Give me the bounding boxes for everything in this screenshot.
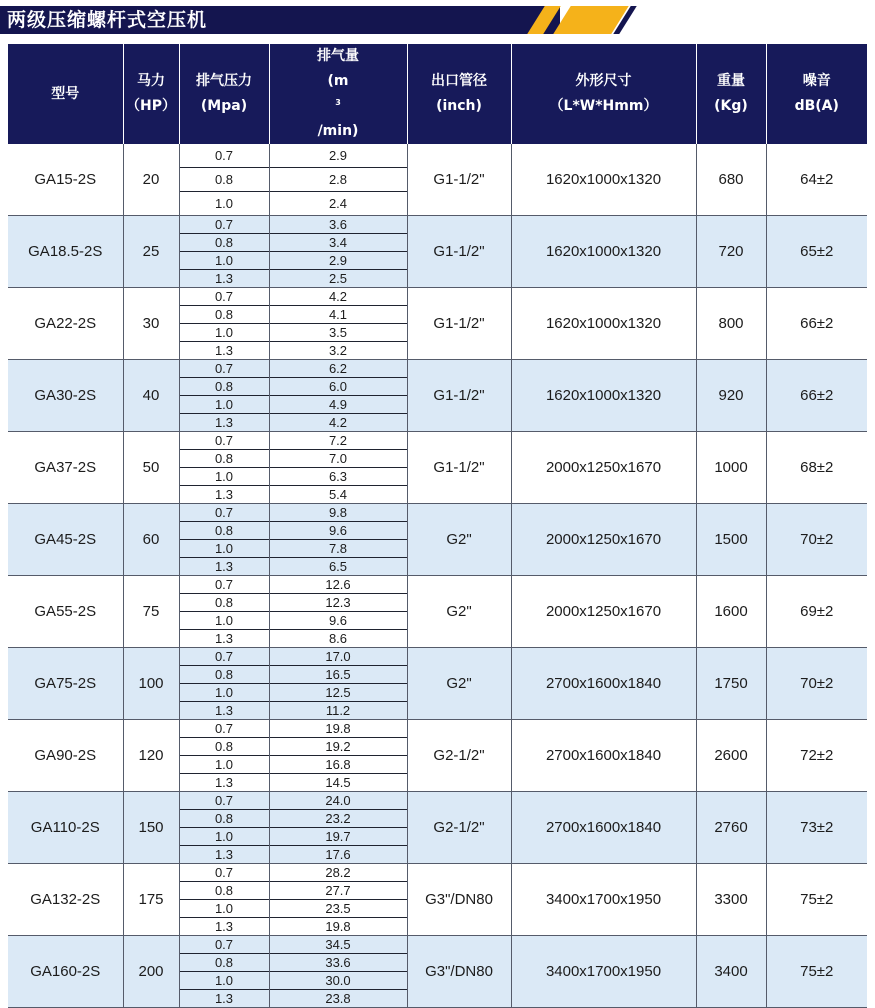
cell-flow-value: 12.3 <box>270 593 407 611</box>
cell-flow-list <box>270 288 407 359</box>
cell-pressure-value: 1.0 <box>180 467 269 485</box>
cell-flow-value: 2.9 <box>270 251 407 269</box>
cell-pressure-value: 0.8 <box>180 953 269 971</box>
cell-pressure-value: 0.8 <box>180 521 269 539</box>
cell-pressure-value: 0.7 <box>214 792 234 808</box>
cell-model: GA110-2S <box>8 792 123 864</box>
cell-pressure-value: 0.8 <box>180 593 269 611</box>
cell-model: GA90-2S <box>8 720 123 792</box>
cell-hp: 40 <box>123 360 179 432</box>
cell-pressure-value: 0.8 <box>180 449 269 467</box>
cell-flow-value: 9.8 <box>328 504 348 520</box>
cell-flow-list <box>270 792 407 863</box>
cell-pressure-list <box>180 936 269 1007</box>
table-row <box>8 936 867 1008</box>
cell-outlet: G1-1/2" <box>407 216 511 288</box>
cell-pressure-value: 0.7 <box>214 288 234 304</box>
cell-pressure <box>179 360 269 432</box>
cell-noise: 75±2 <box>766 936 867 1008</box>
cell-flow-value: 9.6 <box>270 521 407 539</box>
cell-size: 3400x1700x1950 <box>511 864 696 936</box>
cell-flow-value: 7.8 <box>270 539 407 557</box>
table-body <box>8 144 867 1008</box>
table-row <box>8 144 867 216</box>
cell-weight: 1000 <box>696 432 766 504</box>
cell-hp: 25 <box>123 216 179 288</box>
cell-flow-value: 7.0 <box>270 449 407 467</box>
cell-flow-value: 23.2 <box>270 809 407 827</box>
header-model: 型号 <box>8 44 123 144</box>
cell-pressure <box>179 216 269 288</box>
cell-hp: 60 <box>123 504 179 576</box>
cell-hp: 50 <box>123 432 179 504</box>
table-row <box>8 360 867 432</box>
cell-pressure-list <box>180 504 269 575</box>
cell-pressure-value: 0.7 <box>214 504 234 520</box>
cell-flow-value: 8.6 <box>270 629 407 647</box>
cell-pressure <box>179 504 269 576</box>
cell-flow-value: 14.5 <box>270 773 407 791</box>
cell-hp: 100 <box>123 648 179 720</box>
cell-model: GA45-2S <box>8 504 123 576</box>
cell-weight: 2600 <box>696 720 766 792</box>
cell-pressure-value: 1.3 <box>180 485 269 503</box>
cell-pressure-value: 0.7 <box>214 432 234 448</box>
cell-pressure-value: 1.3 <box>180 845 269 863</box>
cell-noise: 66±2 <box>766 288 867 360</box>
cell-flow-value: 17.0 <box>325 648 351 664</box>
cell-pressure-value: 1.3 <box>180 989 269 1007</box>
cell-pressure <box>179 864 269 936</box>
cell-flow-value: 30.0 <box>270 971 407 989</box>
cell-flow-list <box>270 864 407 935</box>
cell-model: GA18.5-2S <box>8 216 123 288</box>
cell-noise: 70±2 <box>766 648 867 720</box>
cell-pressure-list <box>180 792 269 863</box>
cell-flow <box>269 576 407 648</box>
title-banner <box>0 0 875 38</box>
cell-flow <box>269 936 407 1008</box>
cell-weight: 680 <box>696 144 766 216</box>
cell-pressure-value: 0.8 <box>180 737 269 755</box>
cell-flow-value: 19.2 <box>270 737 407 755</box>
cell-hp: 175 <box>123 864 179 936</box>
header-hp: 马力 （HP） <box>123 44 179 144</box>
cell-pressure-value: 0.7 <box>214 576 234 592</box>
table-row <box>8 648 867 720</box>
cell-flow-value: 3.6 <box>328 216 348 232</box>
cell-pressure-value: 0.8 <box>180 233 269 251</box>
cell-size: 3400x1700x1950 <box>511 936 696 1008</box>
cell-flow <box>269 288 407 360</box>
cell-pressure-value: 1.0 <box>180 251 269 269</box>
cell-flow-value: 7.2 <box>328 432 348 448</box>
cell-pressure-list <box>180 216 269 287</box>
cell-hp: 150 <box>123 792 179 864</box>
table-row <box>8 864 867 936</box>
cell-flow-value: 23.5 <box>270 899 407 917</box>
cell-flow <box>269 792 407 864</box>
cell-pressure-value: 0.7 <box>214 720 234 736</box>
cell-pressure <box>179 288 269 360</box>
cell-pressure-list <box>180 576 269 647</box>
header-outlet: 出口管径 (inch) <box>407 44 511 144</box>
cell-pressure <box>179 144 269 216</box>
cell-flow-value: 6.3 <box>270 467 407 485</box>
cell-hp: 30 <box>123 288 179 360</box>
cell-outlet: G2" <box>407 504 511 576</box>
cell-pressure-list <box>180 720 269 791</box>
cell-pressure-value: 1.0 <box>180 899 269 917</box>
cell-flow-value: 19.8 <box>325 720 351 736</box>
cell-hp: 20 <box>123 144 179 216</box>
cell-noise: 65±2 <box>766 216 867 288</box>
cell-model: GA37-2S <box>8 432 123 504</box>
cell-flow-value: 4.1 <box>270 305 407 323</box>
cell-pressure-value: 1.3 <box>180 917 269 935</box>
cell-flow-value: 33.6 <box>270 953 407 971</box>
cell-pressure <box>179 432 269 504</box>
cell-pressure <box>179 576 269 648</box>
cell-flow-value: 12.6 <box>325 576 351 592</box>
cell-flow-list <box>270 216 407 287</box>
cell-model: GA55-2S <box>8 576 123 648</box>
cell-flow-value: 4.9 <box>270 395 407 413</box>
cell-outlet: G1-1/2" <box>407 360 511 432</box>
cell-size: 2700x1600x1840 <box>511 648 696 720</box>
cell-flow <box>269 648 407 720</box>
cell-flow-value: 19.8 <box>270 917 407 935</box>
cell-size: 1620x1000x1320 <box>511 144 696 216</box>
cell-flow-list <box>270 360 407 431</box>
cell-pressure <box>179 720 269 792</box>
cell-flow <box>269 144 407 216</box>
cell-pressure-value: 0.7 <box>214 864 234 880</box>
cell-flow-value: 2.5 <box>270 269 407 287</box>
cell-flow-value: 3.4 <box>270 233 407 251</box>
cell-outlet: G2-1/2" <box>407 792 511 864</box>
cell-pressure-list <box>180 864 269 935</box>
header-pressure: 排气压力 (Mpa) <box>179 44 269 144</box>
cell-flow-value: 16.5 <box>270 665 407 683</box>
table-row <box>8 288 867 360</box>
cell-model: GA75-2S <box>8 648 123 720</box>
cell-weight: 3400 <box>696 936 766 1008</box>
spec-table <box>8 44 867 1008</box>
cell-pressure-value: 1.0 <box>180 755 269 773</box>
page-title: 两级压缩螺杆式空压机 <box>7 9 208 31</box>
cell-outlet: G1-1/2" <box>407 288 511 360</box>
cell-outlet: G3"/DN80 <box>407 864 511 936</box>
table-row <box>8 432 867 504</box>
cell-pressure-list <box>180 288 269 359</box>
cell-pressure-value: 1.0 <box>180 971 269 989</box>
table-row <box>8 504 867 576</box>
cell-weight: 1750 <box>696 648 766 720</box>
cell-size: 1620x1000x1320 <box>511 216 696 288</box>
table-row <box>8 792 867 864</box>
cell-pressure-value: 0.7 <box>214 360 234 376</box>
cell-flow-value: 4.2 <box>270 413 407 431</box>
cell-weight: 720 <box>696 216 766 288</box>
cell-flow <box>269 432 407 504</box>
cell-model: GA15-2S <box>8 144 123 216</box>
cell-pressure-value: 0.8 <box>180 809 269 827</box>
cell-noise: 68±2 <box>766 432 867 504</box>
cell-noise: 64±2 <box>766 144 867 216</box>
cell-flow-list <box>270 720 407 791</box>
cell-pressure-value: 0.8 <box>180 167 269 191</box>
cell-flow-list <box>270 936 407 1007</box>
cell-flow <box>269 864 407 936</box>
cell-model: GA30-2S <box>8 360 123 432</box>
cell-pressure-value: 1.0 <box>180 395 269 413</box>
cell-pressure-value: 1.3 <box>180 701 269 719</box>
cell-noise: 69±2 <box>766 576 867 648</box>
cell-pressure-value: 1.3 <box>180 629 269 647</box>
cell-weight: 2760 <box>696 792 766 864</box>
cell-noise: 73±2 <box>766 792 867 864</box>
cell-size: 2700x1600x1840 <box>511 792 696 864</box>
cell-flow-list <box>270 144 407 215</box>
cell-pressure-value: 1.0 <box>180 191 269 215</box>
cell-flow-value: 12.5 <box>270 683 407 701</box>
cell-outlet: G3"/DN80 <box>407 936 511 1008</box>
cell-flow-value: 5.4 <box>270 485 407 503</box>
cell-pressure-value: 1.3 <box>180 341 269 359</box>
cell-pressure-value: 0.7 <box>214 216 234 232</box>
table-row <box>8 216 867 288</box>
header-row <box>8 44 867 144</box>
cell-flow-value: 34.5 <box>325 936 351 952</box>
cell-hp: 200 <box>123 936 179 1008</box>
cell-pressure-value: 1.3 <box>180 413 269 431</box>
cell-flow <box>269 216 407 288</box>
cell-flow <box>269 720 407 792</box>
cell-flow-value: 19.7 <box>270 827 407 845</box>
cell-flow-value: 9.6 <box>270 611 407 629</box>
cell-outlet: G2" <box>407 648 511 720</box>
cell-flow-value: 24.0 <box>325 792 351 808</box>
cell-outlet: G2-1/2" <box>407 720 511 792</box>
cell-flow-value: 2.8 <box>270 167 407 191</box>
cell-size: 1620x1000x1320 <box>511 288 696 360</box>
cell-size: 2700x1600x1840 <box>511 720 696 792</box>
cell-flow-value: 23.8 <box>270 989 407 1007</box>
cell-pressure-list <box>180 360 269 431</box>
cell-outlet: G1-1/2" <box>407 144 511 216</box>
cell-weight: 920 <box>696 360 766 432</box>
cell-pressure-value: 1.3 <box>180 557 269 575</box>
cell-flow-value: 6.0 <box>270 377 407 395</box>
cell-flow-value: 6.5 <box>270 557 407 575</box>
cell-flow-list <box>270 504 407 575</box>
cell-pressure-value: 1.0 <box>180 539 269 557</box>
cell-size: 1620x1000x1320 <box>511 360 696 432</box>
cell-flow-value: 3.5 <box>270 323 407 341</box>
cell-pressure <box>179 936 269 1008</box>
cell-size: 2000x1250x1670 <box>511 576 696 648</box>
cell-model: GA22-2S <box>8 288 123 360</box>
cell-pressure-value: 1.3 <box>180 773 269 791</box>
cell-flow-value: 28.2 <box>325 864 351 880</box>
cell-flow-value: 6.2 <box>328 360 348 376</box>
cell-pressure-value: 1.0 <box>180 683 269 701</box>
cell-flow-value: 4.2 <box>328 288 348 304</box>
cell-weight: 3300 <box>696 864 766 936</box>
cell-flow <box>269 504 407 576</box>
cell-weight: 800 <box>696 288 766 360</box>
cell-pressure-list <box>180 432 269 503</box>
cell-pressure-value: 1.0 <box>180 611 269 629</box>
cell-flow-value: 2.9 <box>328 147 348 163</box>
cell-pressure-value: 0.7 <box>214 648 234 664</box>
cell-model: GA160-2S <box>8 936 123 1008</box>
cell-pressure-list <box>180 648 269 719</box>
cell-pressure-value: 1.3 <box>180 269 269 287</box>
cell-outlet: G2" <box>407 576 511 648</box>
header-weight: 重量 (Kg) <box>696 44 766 144</box>
cell-pressure-value: 0.8 <box>180 305 269 323</box>
cell-pressure <box>179 792 269 864</box>
cell-hp: 75 <box>123 576 179 648</box>
header-flow: 排气量 (m $^3$ /min) <box>269 44 407 144</box>
cell-flow-value: 16.8 <box>270 755 407 773</box>
cell-pressure-value: 0.8 <box>180 377 269 395</box>
cell-pressure-list <box>180 144 269 215</box>
cell-flow-list <box>270 432 407 503</box>
cell-pressure-value: 0.7 <box>214 147 234 163</box>
cell-weight: 1600 <box>696 576 766 648</box>
cell-outlet: G1-1/2" <box>407 432 511 504</box>
cell-flow <box>269 360 407 432</box>
cell-pressure-value: 0.8 <box>180 665 269 683</box>
cell-flow-value: 2.4 <box>270 191 407 215</box>
cell-noise: 72±2 <box>766 720 867 792</box>
table-row <box>8 576 867 648</box>
cell-pressure-value: 1.0 <box>180 827 269 845</box>
cell-noise: 70±2 <box>766 504 867 576</box>
cell-flow-list <box>270 576 407 647</box>
cell-flow-value: 17.6 <box>270 845 407 863</box>
cell-model: GA132-2S <box>8 864 123 936</box>
cell-size: 2000x1250x1670 <box>511 504 696 576</box>
cell-pressure-value: 0.8 <box>180 881 269 899</box>
table-row <box>8 720 867 792</box>
cell-noise: 66±2 <box>766 360 867 432</box>
cell-size: 2000x1250x1670 <box>511 432 696 504</box>
cell-flow-value: 11.2 <box>270 701 407 719</box>
header-noise: 噪音 dB(A) <box>766 44 867 144</box>
cell-flow-value: 3.2 <box>270 341 407 359</box>
cell-pressure-value: 0.7 <box>214 936 234 952</box>
cell-flow-value: 27.7 <box>270 881 407 899</box>
cell-pressure <box>179 648 269 720</box>
cell-noise: 75±2 <box>766 864 867 936</box>
header-size: 外形尺寸 （L*W*Hmm） <box>511 44 696 144</box>
cell-pressure-value: 1.0 <box>180 323 269 341</box>
cell-weight: 1500 <box>696 504 766 576</box>
cell-hp: 120 <box>123 720 179 792</box>
cell-flow-list <box>270 648 407 719</box>
